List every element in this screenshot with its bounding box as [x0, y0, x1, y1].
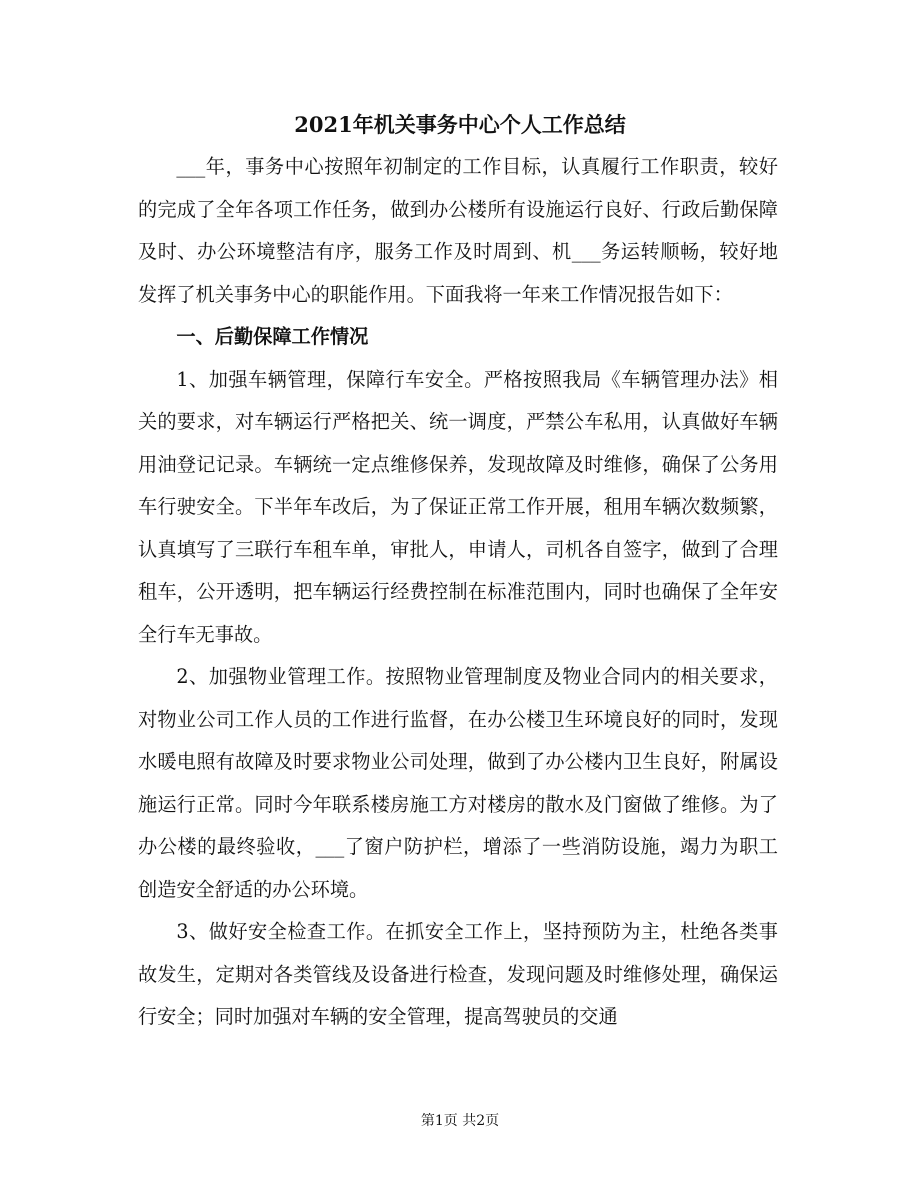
- page-indicator: 第1页 共2页: [420, 1113, 500, 1129]
- document-title: 2021年机关事务中心个人工作总结: [294, 112, 626, 137]
- paragraph-vehicle-management: 1、加强车辆管理，保障行车安全。严格按照我局《车辆管理办法》相关的要求，对车辆运行严格把关、统一调度，严禁公车私用，认真做好车辆用油登记记录。车辆统一定点维修保养，发现故障及时维修，确保了公务用车行驶安全。下半年车改后，为了保证正常工作开展，租用车辆次数频繁，认真填写了三联行车租车单，审批人，申请人，司机各自签字，做到了合理租车，公开透明，把车辆运行经费控制在标准范围内，同时也确保了全年安全行车无事故。: [138, 367, 778, 646]
- paragraph-property-management: 2、加强物业管理工作。按照物业管理制度及物业合同内的相关要求，对物业公司工作人员的工作进行监督，在办公楼卫生环境良好的同时，发现水暖电照有故障及时要求物业公司处理，做到了办公楼内卫生良好，附属设施运行正常。同时今年联系楼房施工方对楼房的散水及门窗做了维修。为了办公楼的最终验收，___了窗户防护栏，增添了一些消防设施，竭力为职工创造安全舒适的办公环境。: [138, 665, 778, 901]
- document-body: [138, 146, 778, 1039]
- paragraph-intro: ___年，事务中心按照年初制定的工作目标，认真履行工作职责，较好的完成了全年各项工作任务，做到办公楼所有设施运行良好、行政后勤保障及时、办公环境整洁有序，服务工作及时周到、机___务运转顺畅，较好地发挥了机关事务中心的职能作用。下面我将一年来工作情况报告如下：: [138, 155, 778, 306]
- section-heading: 一、后勤保障工作情况: [176, 325, 369, 348]
- paragraph-safety-inspection: 3、做好安全检查工作。在抓安全工作上，坚持预防为主，杜绝各类事故发生，定期对各类管线及设备进行检查，发现问题及时维修处理，确保运行安全；同时加强对车辆的安全管理，提高驾驶员的交通: [138, 920, 778, 1028]
